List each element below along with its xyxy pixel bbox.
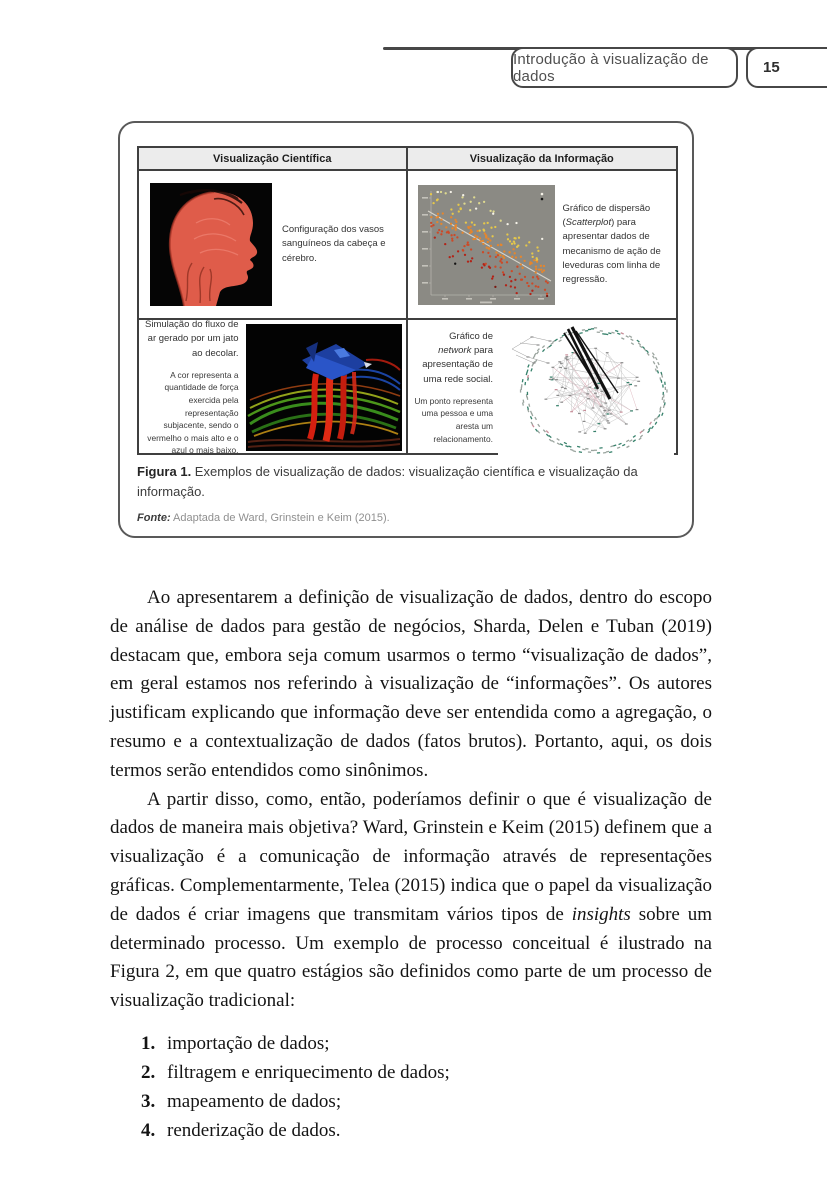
page-number-box (746, 47, 827, 88)
scatterplot-caption: Gráfico de dispersão (Scatterplot) para apresentar dados de mecanismo de ação de leveduras com linha de regressão. (562, 202, 661, 285)
paragraph-2: A partir disso, como, então, poderíamos definir o que é visualização de dados de maneira mais objetiva? Ward, Grinstein e Keim (2015) definem que a visualização é a comunicação de informação através de representações gráficas. Complementarmente, Telea (2015) indica que o papel da visualização de dados é criar imagens que transmitam vários tipos de insights sobre um determinado processo. Um exemplo de processo conceitual é ilustrado na Figura 2, em que quatro estágios são definidos como parte de um processo de visualização tradicional: (110, 788, 712, 1012)
jet-flow-image (246, 324, 402, 451)
chapter-title: Introdução à visualização de dados (513, 50, 709, 85)
network-caption: Gráfico de network para apresentação de uma rede social. Um ponto representa uma pessoa e uma aresta um relacionamento. (414, 330, 493, 444)
list-item: 1. importação de dados; (141, 1032, 330, 1054)
cell-brain (139, 171, 408, 320)
running-header (511, 47, 738, 88)
list-item: 4. renderização de dados. (141, 1119, 341, 1141)
page-number: 15 (763, 59, 780, 76)
list-item: 2. filtragem e enriquecimento de dados; (141, 1061, 450, 1083)
figure-table (137, 146, 678, 455)
network-graph-image (498, 320, 674, 455)
cell-scatterplot (408, 171, 677, 320)
paragraph-1: Ao apresentarem a definição de visualização de dados, dentro do escopo de análise de dados para gestão de negócios, Sharda, Delen e Tuban (2019) destacam que, embora seja comum usarmos o termo “visualização de dados”, em geral estamos nos referindo à visualização de “informações”. Os autores justificam explicando que informação deve ser entendida como a agregação, o resumo e a contextualização de dados (fatos brutos). Portanto, aqui, os dois termos serão entendidos como sinônimos. (110, 587, 712, 781)
body-text (110, 584, 712, 1145)
list-item: 3. mapeamento de dados; (141, 1090, 342, 1112)
figure-table-header (139, 148, 676, 171)
scatterplot-image (418, 185, 555, 305)
figure-caption: Figura 1. Exemplos de visualização de dados: visualização científica e visualização da informação. (137, 464, 638, 499)
column-header-information: Visualização da Informação (469, 152, 614, 165)
cell-network (408, 320, 677, 455)
cell-jet (139, 320, 408, 455)
figure-table-body (139, 171, 676, 455)
numbered-list (141, 1029, 712, 1145)
brain-caption: Configuração dos vasos sanguíneos da cabeça e cérebro. (282, 224, 386, 264)
figure-source: Fonte: Adaptada de Ward, Grinstein e Keim (2015). (137, 512, 390, 524)
figure-1-card (118, 121, 694, 538)
jet-caption: Simulação do fluxo de ar gerado por um jato ao decolar. A cor representa a quantidade de força exercida pela representação subjacente, sendo o vermelho o mais alto e o azul o mais baixo. (145, 320, 239, 455)
column-header-scientific: Visualização Científica (139, 148, 408, 169)
brain-vessels-image (150, 183, 272, 306)
